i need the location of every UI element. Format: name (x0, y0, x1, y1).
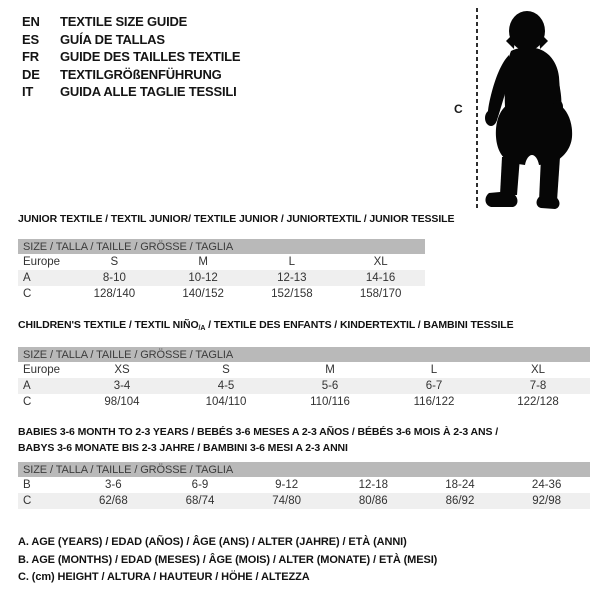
size-value: 98/104 (104, 396, 140, 408)
note-line: A. AGE (YEARS) / EDAD (AÑOS) / ÂGE (ANS) / ALTER (JAHRE) / ETÀ (ANNI) (18, 536, 407, 548)
row-label: A (18, 270, 70, 286)
section-childrens-textile (18, 319, 596, 410)
size-row (18, 477, 590, 493)
size-header-bar: SIZE / TALLA / TAILLE / GRÖSSE / TAGLIA (18, 347, 590, 362)
size-table-children (18, 347, 590, 410)
size-header-bar: SIZE / TALLA / TAILLE / GRÖSSE / TAGLIA (18, 239, 425, 254)
size-value: 128/140 (93, 288, 136, 300)
baby-silhouette-icon (481, 7, 579, 212)
section-heading (18, 319, 596, 335)
size-value: 122/128 (517, 396, 559, 408)
size-value: XS (114, 364, 130, 376)
size-table-junior (18, 239, 425, 302)
size-row (18, 270, 425, 286)
size-value: S (110, 256, 119, 268)
guide-title: GUIDA ALLE TAGLIE TESSILI (60, 84, 237, 99)
size-value: XL (373, 256, 388, 268)
language-row (22, 83, 240, 101)
language-row (22, 31, 240, 49)
size-value: S (222, 364, 230, 376)
section-junior-textile (18, 213, 578, 302)
size-value: 140/152 (182, 288, 224, 300)
row-label: C (18, 493, 70, 509)
language-row (22, 66, 240, 84)
size-value: 24-36 (531, 479, 562, 491)
size-row (18, 362, 590, 378)
size-value: 3-4 (70, 378, 174, 394)
size-row (18, 394, 590, 410)
guide-title: TEXTILGRÖßENFÜHRUNG (60, 66, 222, 82)
language-code: DE (22, 66, 40, 82)
guide-title: GUÍA DE TALLAS (60, 31, 165, 47)
size-value: 7-8 (486, 378, 590, 394)
heading-line: CHILDREN'S TEXTILE / TEXTIL $NIÑO_{/A}$ / TEXTILE DES ENFANTS / KINDERTEXTIL / BAMBINI TESSILE (18, 319, 514, 332)
size-value: L (430, 364, 438, 376)
language-list (22, 13, 240, 101)
language-code: FR (22, 49, 39, 64)
row-label: C (23, 396, 32, 408)
language-code: IT (22, 84, 34, 99)
size-row (18, 254, 425, 270)
size-value: 86/92 (417, 493, 504, 509)
section-heading (18, 213, 578, 226)
size-value: 116/122 (413, 396, 455, 408)
language-code: EN (22, 14, 40, 29)
size-value: 152/158 (271, 288, 313, 300)
note-line: C. (cm) HEIGHT / ALTURA / HAUTEUR / HÖHE / ALTEZZA (18, 571, 310, 583)
size-value: 9-12 (275, 479, 299, 491)
section-babies-textile (18, 424, 596, 509)
notes (18, 534, 437, 587)
size-value: 74/80 (243, 493, 330, 509)
section-heading (18, 424, 596, 456)
size-value: 158/170 (359, 288, 402, 300)
row-label: B (23, 479, 31, 491)
size-row (18, 493, 590, 509)
language-code: ES (22, 31, 39, 47)
row-label: Europe (23, 256, 61, 268)
language-row (22, 48, 240, 66)
row-label: Europe (23, 364, 61, 376)
size-value: 3-6 (105, 479, 122, 491)
height-measure-label: C (454, 102, 463, 116)
size-value: 6-7 (382, 378, 486, 394)
size-row (18, 286, 425, 302)
heading-line: BABIES 3-6 MONTH TO 2-3 YEARS / BEBÉS 3-6 MESES A 2-3 AÑOS / BÉBÉS 3-6 MOIS À 2-3 ANS / (18, 426, 499, 438)
size-value: 18-24 (445, 479, 475, 491)
size-header-bar: SIZE / TALLA / TAILLE / GRÖSSE / TAGLIA (18, 462, 590, 477)
size-value: XL (530, 364, 546, 376)
guide-title: TEXTILE SIZE GUIDE (60, 14, 188, 29)
note-line: B. AGE (MONTHS) / EDAD (MESES) / ÂGE (MOIS) / ALTER (MONATE) / ETÀ (MESI) (18, 553, 438, 566)
language-row (22, 13, 240, 31)
heading-line: BABYS 3-6 MONATE BIS 2-3 JAHRE / BAMBINI 3-6 MESI A 2-3 ANNI (18, 442, 348, 454)
size-value: 10-12 (159, 270, 248, 286)
size-value: 8-10 (70, 270, 159, 286)
size-value: M (325, 364, 335, 376)
size-value: 92/98 (503, 493, 590, 509)
size-table-babies (18, 462, 590, 509)
size-value: 5-6 (278, 378, 382, 394)
size-value: 68/74 (157, 493, 244, 509)
size-value: M (198, 256, 208, 268)
heading-line: JUNIOR TEXTILE / TEXTIL JUNIOR/ TEXTILE JUNIOR / JUNIORTEXTIL / JUNIOR TESSILE (18, 213, 455, 225)
guide-title: GUIDE DES TAILLES TEXTILE (60, 49, 241, 64)
size-value: 62/68 (70, 493, 157, 509)
size-value: 80/86 (330, 493, 417, 509)
row-label: A (18, 378, 70, 394)
height-measure-dashed-line (476, 8, 478, 211)
size-row (18, 378, 590, 394)
size-value: 110/116 (310, 396, 350, 408)
size-value: L (288, 256, 296, 268)
size-value: 104/110 (205, 396, 247, 408)
size-value: 12-18 (358, 479, 388, 491)
size-value: 4-5 (174, 378, 278, 394)
size-value: 12-13 (248, 270, 337, 286)
size-value: 14-16 (336, 270, 425, 286)
size-value: 6-9 (191, 479, 209, 491)
row-label: C (23, 288, 32, 300)
